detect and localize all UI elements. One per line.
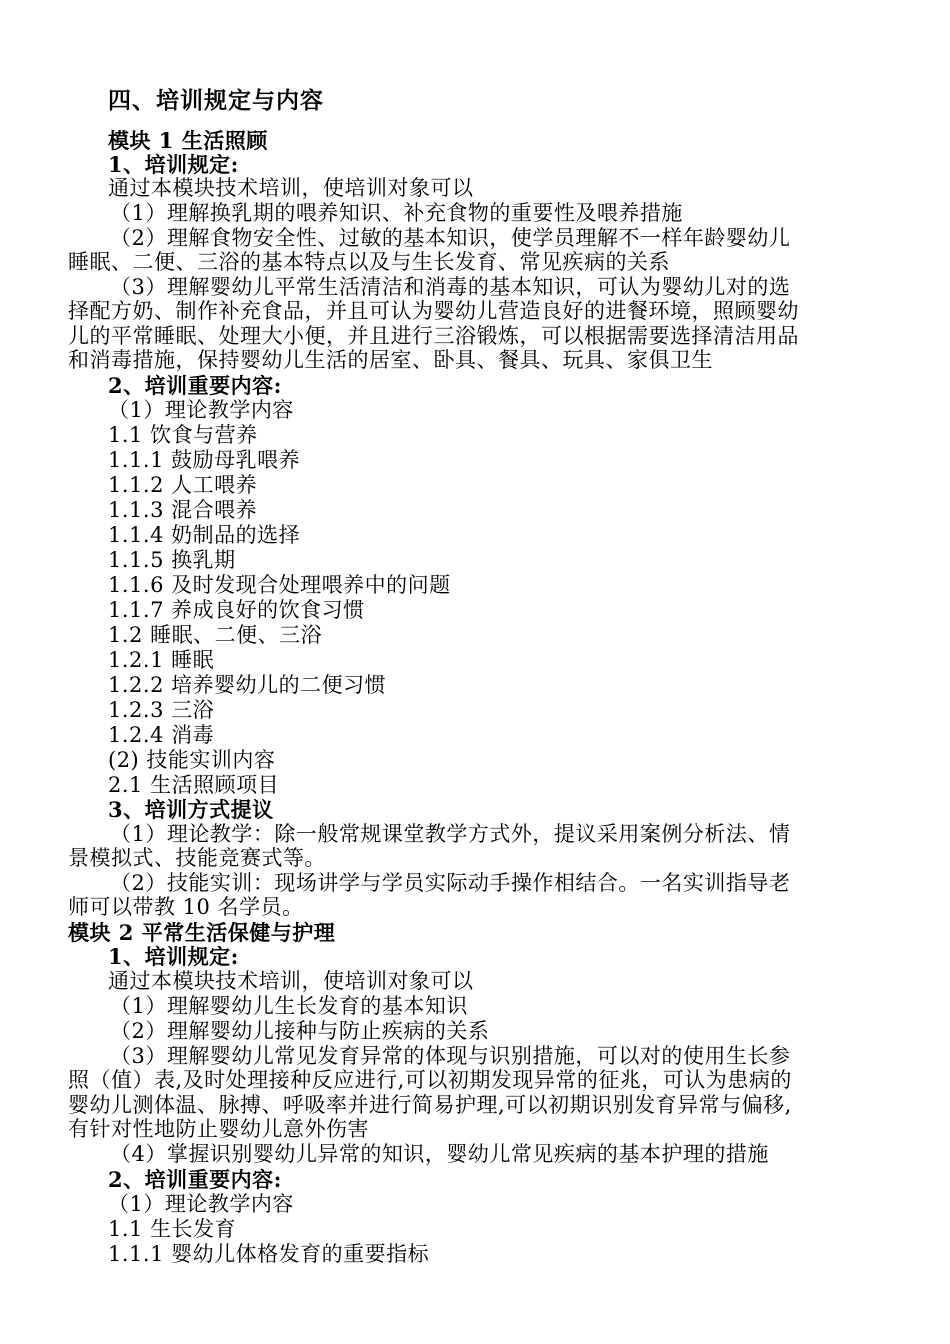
module2-item: 1.1.1 婴幼儿体格发育的重要指标	[108, 1242, 430, 1266]
module1-title: 模块 1 生活照顾	[108, 128, 268, 153]
module1-method1-line1: （1）理论教学：除一般常规课堂教学方式外，提议采用案例分析法、情	[110, 822, 791, 846]
module1-req3-line1: （3）理解婴幼儿平常生活清洁和消毒的基本知识，可认为婴幼儿对的选	[110, 275, 791, 299]
module1-item: 1.1.4 奶制品的选择	[108, 523, 301, 547]
module1-skill-item: 2.1 生活照顾项目	[108, 773, 280, 797]
module1-item: 1.1.2 人工喂养	[108, 473, 258, 497]
module1-method2-line2: 师可以带教 10 名学员。	[68, 895, 304, 919]
module2-content-heading: 2、培训重要内容:	[108, 1167, 282, 1192]
module1-req3-line3: 儿的平常睡眠、处理大小便，并且进行三浴锻炼，可以根据需要选择清洁用品	[68, 324, 799, 348]
module2-req3-line2: 照（值）表,及时处理接种反应进行,可以初期发现异常的征兆，可认为患病的	[68, 1068, 792, 1092]
module2-title: 模块 2 平常生活保健与护理	[68, 920, 336, 945]
module1-req-heading: 1、培训规定:	[108, 152, 239, 177]
module1-item: 1.1 饮食与营养	[108, 423, 258, 447]
module1-intro: 通过本模块技术培训，使培训对象可以	[108, 176, 474, 200]
module1-item: 1.1.6 及时发现合处理喂养中的问题	[108, 573, 451, 597]
module2-req2: （2）理解婴幼儿接种与防止疾病的关系	[110, 1019, 490, 1043]
module1-item: 1.1.7 养成良好的饮食习惯	[108, 598, 365, 622]
module1-item: 1.2.2 培养婴幼儿的二便习惯	[108, 673, 387, 697]
module2-req4: （4）掌握识别婴幼儿异常的知识，婴幼儿常见疾病的基本护理的措施	[110, 1142, 769, 1166]
module1-req3-line2: 择配方奶、制作补充食品，并且可认为婴幼儿营造良好的进餐环境，照顾婴幼	[68, 299, 799, 323]
module1-req1: （1）理解换乳期的喂养知识、补充食物的重要性及喂养措施	[110, 201, 683, 225]
module2-req3-line3: 婴幼儿测体温、脉搏、呼吸率并进行简易护理,可以初期识别发育异常与偏移,	[68, 1093, 792, 1117]
module1-theory: （1）理论教学内容	[108, 398, 294, 422]
module2-req3-line1: （3）理解婴幼儿常见发育异常的体现与识别措施，可以对的使用生长参	[110, 1044, 791, 1068]
module1-req3-line4: 和消毒措施，保持婴幼儿生活的居室、卧具、餐具、玩具、家俱卫生	[68, 348, 713, 372]
module2-req-heading: 1、培训规定:	[108, 944, 239, 969]
module1-item: 1.2.3 三浴	[108, 698, 215, 722]
module1-skill: (2) 技能实训内容	[108, 748, 276, 772]
module1-req2-line1: （2）理解食物安全性、过敏的基本知识，使学员理解不一样年龄婴幼儿	[110, 226, 791, 250]
section-title: 四、培训规定与内容	[108, 87, 324, 114]
module2-item: 1.1 生长发育	[108, 1217, 237, 1241]
module1-method2-line1: （2）技能实训：现场讲学与学员实际动手操作相结合。一名实训指导老	[110, 871, 791, 895]
module2-intro: 通过本模块技术培训，使培训对象可以	[108, 969, 474, 993]
module1-req2-line2: 睡眠、二便、三浴的基本特点以及与生长发育、常见疾病的关系	[68, 250, 670, 274]
module1-item: 1.1.5 换乳期	[108, 548, 236, 572]
module1-item: 1.2.1 睡眠	[108, 648, 215, 672]
module1-item: 1.1.1 鼓励母乳喂养	[108, 448, 301, 472]
module1-item: 1.2.4 消毒	[108, 723, 215, 747]
module2-req3-line4: 有针对性地防止婴幼儿意外伤害	[68, 1117, 369, 1141]
module2-req1: （1）理解婴幼儿生长发育的基本知识	[110, 994, 468, 1018]
module1-method1-line2: 景模拟式、技能竞赛式等。	[68, 846, 326, 870]
module1-item: 1.1.3 混合喂养	[108, 498, 258, 522]
module1-item: 1.2 睡眠、二便、三浴	[108, 623, 323, 647]
module1-content-heading: 2、培训重要内容:	[108, 373, 282, 398]
module2-theory: （1）理论教学内容	[108, 1192, 294, 1216]
module1-method-heading: 3、培训方式提议	[108, 797, 274, 822]
